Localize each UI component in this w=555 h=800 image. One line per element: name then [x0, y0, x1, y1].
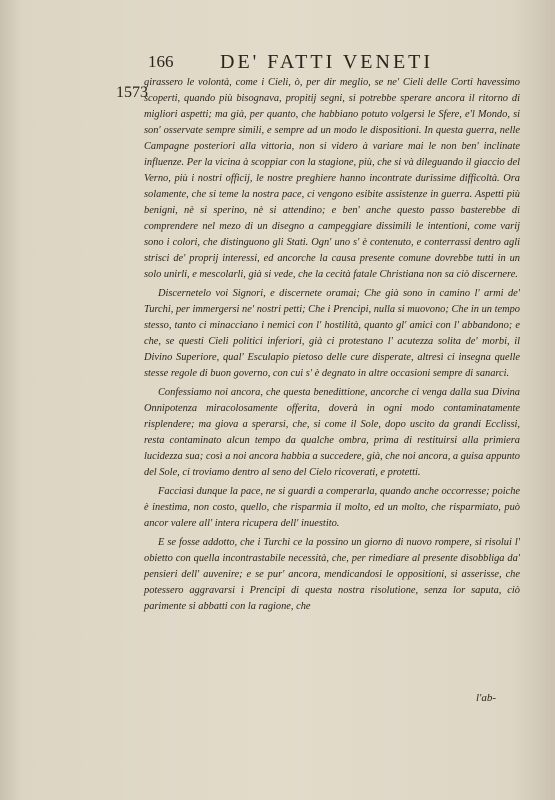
- paragraph-1: girassero le volontà, come i Cieli, ò, per dir meglio, se ne' Cieli delle Corti havessimo scoperti, quando più bisognava, propitij segni, si potrebbe sperare ancora il ritorno di migliori aspetti; ma già, per quanto, che habbiano potuto volgersi le Sfere, e'l Mondo, si son' osservate sempre simili, e sempre ad un modo le dispositioni. In questa guerra, nelle Campagne posteriori alla vittoria, non si videro à variare mai le non ben' inclinate influenze. Per la vicina à scoppiar con la stagione, più, che si và dileguando il giaccio del Verno, più i nostri officij, le nostre preghiere hanno incontrate durissime difficoltà. Ora solamente, che si teme la nostra pace, ci vengono esibite assistenze in guerra. Aspetti più benigni, nè si sperino, nè si attendino; e ben' anche questo passo basterebbe di comprendere nel mezo di un disegno a campeggiare dissimili le intentioni, come varij sono i colori, che distinguono gli Stati. Ogn' uno s' è contenuto, e conterrassi dentro agli strisci de' proprij interessi, ed ancorche la causa presente comune dovrebbe tutti in un solo unirli, e mescolarli, già si vede, che la cecità fatale Christiana non sa ciò discernere.: [144, 77, 520, 280]
- running-title: DE' FATTI VENETI: [220, 51, 434, 73]
- body-text: [144, 75, 520, 618]
- catchword: l'ab-: [476, 692, 497, 704]
- paragraph-2: Discernetelo voi Signori, e discernete oramai; Che già sono in camino l' armi de' Turchi, per immergersi ne' nostri petti; Che i Prencipi, nulla si muovono; Che in un tempo stesso, tanto ci minacciano i nemici con l' hostilità, quanto gl' amici con l' abbandono; e che, se questi Cieli politici inferiori, già ci protestano l' acutezza solita de' morbi, il Divino Superiore, qual' Esculapio pietoso delle cure disperate, altresì ci insegna quelle stesse regole di buon governo, con cui s' è degnato in altre occasioni sempre di sanarci.: [144, 288, 520, 379]
- page-header: [148, 52, 478, 74]
- page-number: 166: [148, 52, 174, 71]
- paragraph-5: E se fosse addotto, che i Turchi ce la possino un giorno di nuovo rompere, si risolui l' obietto con quella incontrastabile necessità, che, per rimediare al presente disobbliga da' pensieri dell' auvenire; e se pur' ancora, mendicandosi le oppositioni, si asserisse, che potessero aggravarsi i Prencipi di questa nostra risolutione, senza lor saputa, ciò parimente si abbatti con la ragione, che: [144, 537, 520, 612]
- margin-year: 1573: [116, 84, 148, 101]
- paragraph-4: Facciasi dunque la pace, ne si guardi a comperarla, quando anche occorresse; poiche è inestima, non costo, quello, che risparmia il molto, ed un molto, che risparmiato, può ancor valere all' intera ricupera dell' inuestito.: [144, 486, 520, 529]
- paragraph-3: Confessiamo noi ancora, che questa benedittione, ancorche ci venga dalla sua Divina Onnipotenza miracolosamente offerita, doverà in ogni modo contaminatamente risplendere; ma giova a sperarsi, che, si come il Sole, dopo uscito da grandi Ecclissi, resta contaminato alcun tempo da qualche ombra, prima di restituirsi alla primiera lucidezza sua; così a noi ancora habbia a succedere, già, che noi ancora, a guisa appunto del Sole, ci troviamo dentro al seno del Cielo ricoverati, e protetti.: [144, 387, 520, 478]
